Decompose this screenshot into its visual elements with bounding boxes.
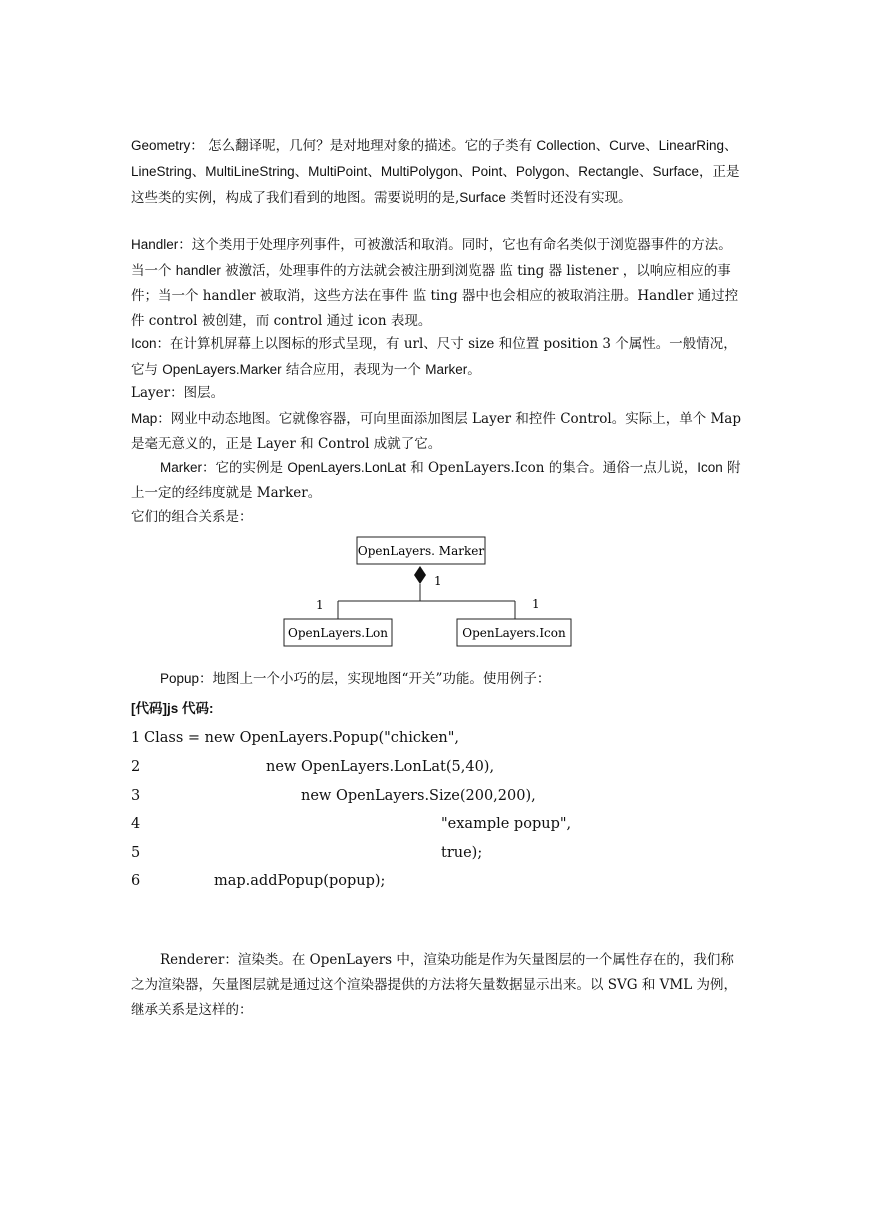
code-line-text: "example popup", [441,816,572,832]
icon-term: Icon [131,336,157,351]
map-text: ：网业中动态地图。它就像容器，可向里面添加图层 Layer 和控件 Control。实际上，单个 Map 是毫无意义的，正是 Layer 和 Control 成就了它。 [131,411,742,452]
code-line-text: new OpenLayers.LonLat(5,40), [266,759,495,775]
popup-text: ：地图上一个小巧的层，实现地图“开关”功能。使用例子： [199,671,551,687]
code-line-text: Class = new OpenLayers.Popup("chicken", [144,730,460,746]
geometry-paragraph [131,133,741,211]
icon-class-label: OpenLayers.Icon [462,626,566,640]
handler-word: handler [175,263,221,278]
multiplicity-top: 1 [434,574,442,588]
handler-text-2: 被激活，处理事件的方法就会被注册到浏览器 监 ting 器 listener ，以响应相应的事件；当一个 handler 被取消，这些方法在事件 监 ting 器中也会相应的被取消注册。Handler 通过控件 control 被创建，而 control 通过 icon 表现。 [131,263,739,329]
popup-paragraph [131,666,741,692]
marker-text-2: 和 OpenLayers.Icon 的集合。通俗一点儿说， [405,460,698,476]
map-paragraph [131,406,741,457]
marker-term: Marker [160,460,203,475]
code-line-text: new OpenLayers.Size(200,200), [301,788,536,804]
multiplicity-left: 1 [316,598,324,612]
code-line-number: 3 [131,788,141,804]
handler-term: Handler [131,237,179,252]
handler-text-1: ：这个类用于处理序列事件，可被激活和取消。同时，它也有命名类似于浏览器事件的方法。当一个 [131,237,732,279]
geometry-term: Geometry [131,138,191,153]
code-line-number: 1 [131,730,141,746]
icon-text-2: 结合应用，表现为一个 [281,362,426,378]
renderer-paragraph: Renderer：渲染类。在 OpenLayers 中，渲染功能是作为矢量图层的一个属性存在的，我们称之为渲染器，矢量图层就是通过这个渲染器提供的方法将矢量数据显示出来。以 SVG 和 VML 为例，继承关系是这样的： [131,952,737,1018]
icon-text-3: 。 [467,362,481,378]
map-term: Map [131,411,158,426]
icon-paragraph [131,331,741,383]
multiplicity-right: 1 [532,597,540,611]
composition-diamond-icon [414,566,426,584]
geometry-text-3: 类暂时还没有实现。 [505,190,632,206]
icon-text-1: ：在计算机屏幕上以图标的形式呈现，有 url、尺寸 size 和位置 position 3 个属性。一般情况，它与 [131,336,737,378]
code-label: [代码]js 代码: [131,701,214,716]
relation-intro: 它们的组合关系是： [131,509,253,525]
geometry-text-2: ，正是这些类的实例，构成了我们看到的地图。需要说明的是, [131,164,740,206]
geometry-surface: Surface [459,190,506,205]
marker-class-label: OpenLayers. Marker [357,544,485,558]
geometry-classes: Collection、Curve、LinearRing、LineString、MultiLineString、MultiPoint、MultiPolygon、Point、Polygon、Rectangle、Surface [131,138,738,179]
code-line-number: 4 [131,816,141,832]
handler-paragraph [131,232,741,334]
lonlat-class-label: OpenLayers.Lon [288,626,388,640]
icon-marker: Marker [425,362,468,377]
code-line-text: true); [441,845,483,861]
composition-diagram [280,535,580,650]
code-line-text: map.addPopup(popup); [214,873,386,889]
code-line-number: 2 [131,759,141,775]
code-line-number: 5 [131,845,141,861]
popup-term: Popup [160,671,200,686]
marker-lonlat: OpenLayers.LonLat [287,460,406,475]
geometry-text-1: ： 怎么翻译呢，几何？是对地理对象的描述。它的子类有 [190,138,537,154]
marker-text-3: 附上一定的经纬度就是 Marker。 [131,460,741,501]
marker-text-1: ：它的实例是 [202,460,288,476]
layer-paragraph: Layer：图层。 [131,385,225,401]
code-line-number: 6 [131,873,141,889]
marker-icon: Icon [697,460,723,475]
marker-paragraph [131,455,741,506]
icon-marker-class: OpenLayers.Marker [162,362,282,377]
